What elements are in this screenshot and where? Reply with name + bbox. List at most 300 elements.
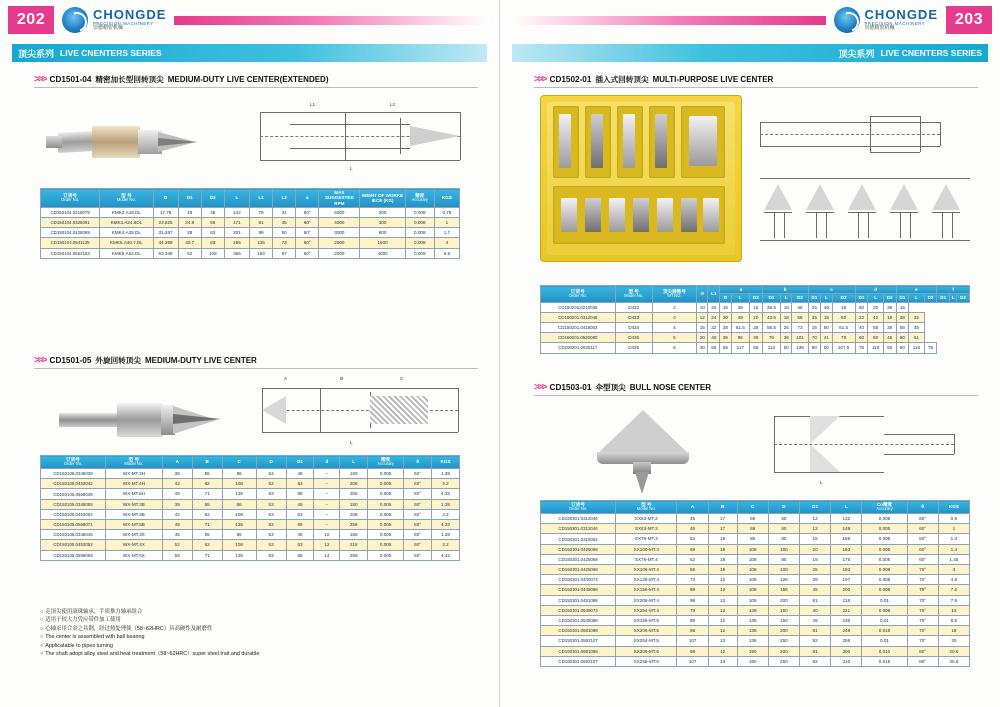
table-cell: CD150201.0312046 [541,312,616,322]
table-cell: 34 [273,207,296,217]
product-photo-cd1503-01 [575,402,755,497]
table-cell: 136 [222,550,256,560]
table-cell: 39 [800,575,831,585]
table-cell: WX-MT.3X [106,530,163,540]
table-cell: 117 [731,343,749,353]
table-row [41,207,460,217]
table-cell: 108 [737,595,768,605]
col-header: KGS [938,501,969,514]
table-cell: 60° [907,554,938,564]
table-cell: 62 [192,540,222,550]
table-cell: 0.015 [862,656,907,666]
table-cell: 90 [808,343,821,353]
table-cell: 80 [768,534,799,544]
table-cell: 30 [697,343,708,353]
table-cell: 55 [868,322,883,332]
table-cell: 80 [768,554,799,564]
table-cell: 128 [768,575,799,585]
table-cell: -- [314,499,340,509]
bullet-icon: ○ [40,609,44,615]
section-cn: 伞型顶尖 [595,383,626,392]
table-cell: CD150104.0541135 [41,238,100,248]
table-cell: 4000 [319,218,360,228]
table-cell: 31.267 [153,228,178,238]
product-photo-case-cd1502-01 [540,95,742,262]
table-cell: 1.4 [938,544,969,554]
table-cell: 40 [855,322,868,332]
table-row [541,656,970,666]
table-row [541,646,970,656]
table-cell: 90 [896,343,909,353]
table-cell: 15 [800,534,831,544]
brand-divider [174,16,489,25]
company-logo-icon [834,7,860,33]
table-cell: 50 [273,228,296,238]
section-en: MEDIUM-DUTY LIVE CENTER(EXTENDED) [167,75,329,84]
col-header: b [762,286,808,294]
right-page [500,0,1000,707]
table-cell: 55 [720,343,731,353]
table-cell: 40 [708,333,720,343]
table-cell: 4.33 [432,520,460,530]
table-cell: 41 [821,333,832,343]
table-cell: 2000 [319,248,360,258]
table-cell: 73 [677,575,708,585]
table-cell: 45 [286,499,314,509]
table-cell: 12 [800,524,831,534]
table-cell: CD150301.0549073 [541,605,616,615]
table-cell: 28 [750,322,763,332]
table-cell: CD150301.0592107 [541,636,616,646]
table-cell: 0.005 [368,540,404,550]
note-item: ○ 心轴采用合金之具钢，经过热处理使（58~62HRC）具高硬性及耐磨性 [40,625,213,632]
table-cell: 61 [909,333,924,343]
table-cell: 50 [832,312,855,322]
col-header: θ [404,456,432,469]
table-cell: 25 [808,302,821,312]
table-cell: 81 [800,646,831,656]
table-cell: 180 [340,499,368,509]
table-cell: 107 [677,636,708,646]
table-cell: 0.008 [405,248,434,258]
table-cell: 17 [708,524,737,534]
table-cell: 97 [273,248,296,258]
table-row [541,302,970,312]
technical-drawing-cd1502-01 [750,100,980,260]
table-cell: 16 [896,302,909,312]
table-cell: 10 [314,530,340,540]
table-cell: 60° [404,520,432,530]
table-cell: 55 [192,530,222,540]
col-subheader: D2 [792,294,808,302]
col-subheader: L [909,294,924,302]
table-cell: CD150105.0345055 [41,499,106,509]
table-cell: D432 [615,302,652,312]
table-cell: 39 [162,469,192,479]
table-row [41,520,460,530]
table-cell: 42 [868,312,883,322]
col-header: L2 [273,189,296,208]
table-cell: 45 [909,322,924,332]
table-cell: 0.005 [368,530,404,540]
table-cell: 86 [222,469,256,479]
table-cell: 0.008 [405,238,434,248]
table-body [541,302,970,353]
bullet-icon: ○ [40,617,44,624]
col-header: f [937,286,970,294]
col-subheader: D2 [883,294,896,302]
table-cell: 16 [750,302,763,312]
table-cell: 108 [201,248,224,258]
col-header: 订货号 Order No. [41,189,100,208]
table-cell: CD150301.0692107 [541,656,616,666]
table-cell: 186 [340,530,368,540]
table-cell: 142 [224,207,249,217]
table-cell: 45 [162,530,192,540]
table-cell: 1.28 [432,499,460,509]
table-cell: 83 [201,238,224,248]
table-cell: 28 [178,228,201,238]
table-cell: 18 [883,312,896,322]
table-cell: 100 [768,544,799,554]
table-cell: WX-MT.3H [106,469,163,479]
table-cell: WX-MT.4X [106,540,163,550]
table-cell: 135 [249,238,272,248]
table-cell: 28 [720,322,731,332]
table-cell: 20 [720,312,731,322]
table-cell: 40.7 [178,238,201,248]
table-cell: 18 [781,312,792,322]
table-cell: -- [314,520,340,530]
table-cell: CD150301.0425069 [541,544,616,554]
table-cell: 68 [286,489,314,499]
section-en: MULTI-PURPOSE LIVE CENTER [652,75,774,84]
table-cell: 43.5 [762,312,780,322]
table-cell: 0.008 [862,565,907,575]
table-cell: 46 [792,302,808,312]
brand-cn: 崇德精密机械 [93,25,124,32]
table-cell: 150 [768,615,799,625]
table-cell: 22 [855,312,868,322]
table-cell: 4 [652,322,696,332]
col-header: c [808,286,855,294]
col-header: A [162,456,192,469]
table-cell: 63 [201,228,224,238]
table-cell: SX254-MT.4 [616,605,677,615]
table-cell: 149 [831,524,862,534]
section-code: CD1502-01 [549,75,592,84]
table-cell: 35 [808,312,821,322]
table-cell: 35 [883,322,896,332]
table-cell: 0.005 [862,554,907,564]
table-cell: 42 [162,509,192,519]
table-cell: 92 [800,636,831,646]
table-cell: CD150301.0545088 [541,615,616,625]
col-subheader: D1 [762,294,780,302]
table-cell: 91 [249,218,272,228]
table-cell: 0.008 [405,228,434,238]
table-cell: 71 [192,550,222,560]
table-cell: 70° [907,605,938,615]
table-cell: 236 [831,615,862,625]
table-cell: 49 [821,302,832,312]
table-cell: 59 [677,565,708,575]
table-cell: 156 [831,534,862,544]
table-cell: 70° [907,565,938,575]
table-body [41,469,460,561]
col-subheader: L [731,294,749,302]
table-cell: 0.008 [862,605,907,615]
table-cell: 50 [855,302,868,312]
section-heading-cd1502-01 [534,74,974,85]
section-code: CD1501-05 [49,356,92,365]
table-row [541,585,970,595]
table-cell: 138 [792,343,808,353]
col-header: D [153,189,178,208]
table-cell: 108 [737,585,768,595]
col-header: 型 号 Model No. [616,501,677,514]
table-cell: 0.005 [368,520,404,530]
table-cell: -- [314,489,340,499]
col-header: L [224,189,249,208]
table-cell: 197 [831,575,862,585]
col-header: KGS [434,189,459,208]
table-cell: 55 [192,499,222,509]
col-header: B [708,501,737,514]
table-cell: 12 [800,514,831,524]
table-cell: 132 [831,514,862,524]
col-header: a [720,286,762,294]
table-cell: 80° [907,646,938,656]
table-cell: 40 [800,605,831,615]
table-cell: 108 [737,575,768,585]
table-cell: 25 [800,565,831,575]
table-cell: 256 [831,636,862,646]
table-cell: 79 [249,207,272,217]
technical-drawing-cd1501-05: A B C L [250,370,475,450]
brand-name: CHONGDE [864,7,938,23]
table-cell: 0.005 [862,534,907,544]
col-header: L1 [249,189,272,208]
table-cell: CD150301.0581098 [541,626,616,636]
table-cell: 45 [800,585,831,595]
table-cell: 60° [404,509,432,519]
table-cell: 63 [256,509,286,519]
table-cell: 1 [434,218,459,228]
table-row [41,509,460,519]
table-cell: SX100-MT.3 [616,544,677,554]
table-cell: KMK3.A24.6DL [100,218,153,228]
col-header: 订货号 Order No. [541,286,616,303]
table-cell: 53 [256,499,286,509]
table-row [41,248,460,258]
table-cell: 35.5 [762,302,780,312]
section-en: MEDIUM-DUTY LIVE CENTER [144,356,257,365]
table-cell: 86 [737,534,768,544]
col-header: 订货号 Order No. [41,456,106,469]
table-cell: 61.5 [832,322,855,332]
section-cn: 插入式回转顶尖 [595,75,649,84]
note-item: ○ 适用于较大力凭应带件加工使用 [40,617,121,624]
col-header: D1 [178,189,201,208]
col-header: 型 号 Model No. [100,189,153,208]
table-cell: 183 [249,248,272,258]
table-cell: 30.6 [938,656,969,666]
table-cell: 0.01 [862,595,907,605]
table-cell: 0.01 [862,636,907,646]
table-cell: CD150105.0568049 [41,489,106,499]
table-cell: 2.2 [432,540,460,550]
table-cell: 16 [708,565,737,575]
table-cell: 113 [762,343,780,353]
table-cell: 156 [768,585,799,595]
technical-drawing-cd1503-01: L [760,400,975,495]
table-cell: 16 [720,302,731,312]
table-cell: CD150201.0415002 [541,322,616,332]
table-cell: 208 [340,479,368,489]
table-cell: WX-MT.4B [106,509,163,519]
chevron-right-icon: >>> [534,74,546,85]
table-cell: 14 [314,550,340,560]
col-header: KGS [432,456,460,469]
col-header: D [697,286,708,303]
col-subheader: D2 [957,294,970,302]
table-cell: SX76-MT.3 [616,534,677,544]
brand-text [865,8,938,31]
table-cell: SX258-MT.6 [616,656,677,666]
table-cell: 60° [404,479,432,489]
table-cell: 18 [178,207,201,217]
table-cell: 45 [286,469,314,479]
table-cell: 163 [831,544,862,554]
table-cell: 60° [404,540,432,550]
table-cell: 24.8 [178,218,201,228]
table-cell: 15 [808,322,821,332]
table-cell: 3 [652,312,696,322]
table-header-row [41,189,460,208]
table-cell: 12 [314,540,340,550]
table-cell: CD150105.0453062 [41,509,106,519]
table-cell: 69 [677,544,708,554]
table-cell: CD150104.0428099 [41,228,100,238]
table-cell: CD150105.0453052 [41,540,106,550]
case-inner [547,102,735,255]
table-cell: 108 [222,479,256,489]
table-cell: WX-MT.5X [106,550,163,560]
table-cell: 4.42 [432,550,460,560]
table-cell: 190 [737,646,768,656]
table-cell: 0.005 [368,509,404,519]
company-logo-icon [62,7,88,33]
table-cell: 63 [286,479,314,489]
table-cell: 12 [708,575,737,585]
table-cell: 0.008 [405,207,434,217]
technical-drawing-cd1501-04: L1 L2 L [250,100,475,180]
table-cell: 12 [697,312,708,322]
table-cell: 50 [821,322,832,332]
table-row [541,333,970,343]
table-cell: SX206-MT.6 [616,646,677,656]
table-cell: 83 [256,550,286,560]
table-cell: 98 [677,646,708,656]
brand-divider [510,16,826,25]
table-cell: 0.005 [368,499,404,509]
table-row [541,312,970,322]
table-cell: -- [314,469,340,479]
table-body [541,514,970,667]
table-cell: 49 [162,489,192,499]
table-cell: 136 [222,520,256,530]
table-cell: 108 [222,540,256,550]
table-cell: 60° [907,534,938,544]
spec-table-cd1501-04 [40,188,460,259]
table-cell: 70° [907,615,938,625]
table-row [41,218,460,228]
table-cell: 0.015 [862,626,907,636]
table-cell: 248 [831,626,862,636]
series-bar-left [12,44,487,62]
table-cell: 81 [800,595,831,605]
table-cell: 86 [222,499,256,509]
table-cell: 1.45 [938,554,969,564]
table-cell: 81 [800,626,831,636]
table-cell: 108 [222,509,256,519]
table-cell: 60° [907,514,938,524]
table-cell: WX-MT.4H [106,479,163,489]
table-cell: 78 [832,333,855,343]
col-header: 型 号 Model No. [106,456,163,469]
table-cell: 86 [731,333,749,343]
table-cell: CD150105.0345039 [41,469,106,479]
table-header [541,286,970,303]
table-cell: 178 [831,554,862,564]
table-cell: 183 [831,565,862,575]
table-cell: 60° [907,544,938,554]
table-cell: 1.28 [432,469,460,479]
chevron-right-icon: >>> [34,355,46,366]
table-cell: 52 [677,554,708,564]
table-row [541,343,970,353]
col-subheader: D2 [924,294,937,302]
table-cell: 80 [868,333,883,343]
table-cell: 53 [256,479,286,489]
table-cell: 75 [924,343,937,353]
table-cell: KMK5.A40.7.DL [100,238,153,248]
table-cell: 56 [201,218,224,228]
col-header: 精度 Accurary [405,189,434,208]
table-cell: 70 [808,333,821,343]
table-cell: 100 [768,565,799,575]
table-cell: 5000 [319,207,360,217]
table-cell: 45 [677,524,708,534]
table-cell: 36 [781,333,792,343]
table-cell: 0.008 [405,218,434,228]
table-cell: 60 [768,514,799,524]
col-subheader: L [868,294,883,302]
table-cell: D433 [615,312,652,322]
table-cell: 0.005 [368,479,404,489]
table-cell: 92 [800,656,831,666]
table-row [41,228,460,238]
table-cell: 18 [832,302,855,312]
table-row [541,595,970,605]
table-cell: 8.5 [938,615,969,625]
bullet-icon: ○ [40,642,44,649]
table-cell: 60° [404,489,432,499]
table-cell: 71 [192,520,222,530]
table-cell: 20 [750,312,763,322]
table-row [541,636,970,646]
